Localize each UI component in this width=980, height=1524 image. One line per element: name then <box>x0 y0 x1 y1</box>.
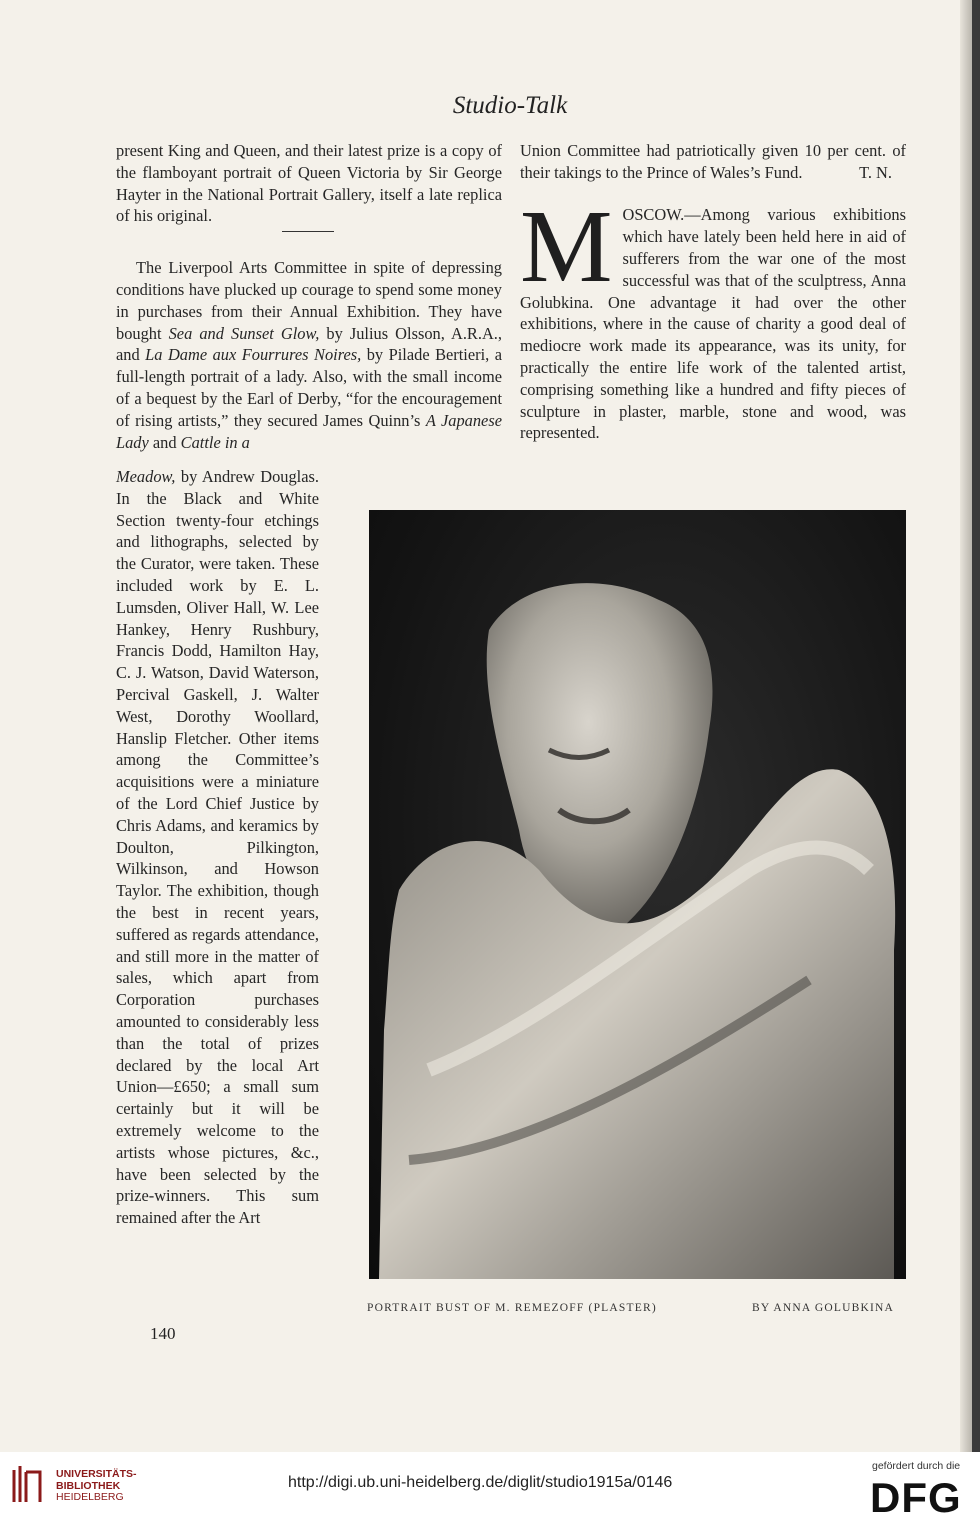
figure-caption: PORTRAIT BUST OF M. REMEZOFF (PLASTER) <box>367 1302 657 1314</box>
page-edge-shadow <box>960 0 972 1452</box>
signature: T. N. <box>859 162 892 182</box>
left-paragraph-2-continued: Meadow, by Andrew Douglas. In the Black and White Section twenty-four etchings and lithographs, selected by the Curator, were taken. These included work by E. L. Lumsden, Oliver Hall, W. Lee Hankey, Henry Rushbury, Francis Dodd, Hamilton Hay, C. J. Watson, David Waterson, Percival Gaskell, J. Walter West, Dorothy Woollard, Hanslip Fletcher. Other items among the Committee’s acquisitions were a miniature of the Lord Chief Justice by Chris Adams, and keramics by Doulton, Pilkington, Wilkinson, and Howson Taylor. The exhibition, though the best in recent years, suffered as regards attendance, and still more in the matter of sales, which apart from Corporation purchases amounted to considerably less than the total of prizes declared by the local Art Union—£650; a small sum certainly but it will be extremely welcome to the artists whose pictures, &c., have been selected by the prize-winners. This sum remained after the Art <box>116 467 319 1228</box>
bust-illustration <box>369 510 906 1279</box>
permalink-url[interactable]: http://digi.ub.uni-heidelberg.de/diglit/studio1915a/0146 <box>288 1474 673 1491</box>
left-paragraph-1: present King and Queen, and their latest prize is a copy of the flamboyant portrait of Queen Victoria by Sir George Hayter in the National Portrait Gallery, itself a late replica of his original. <box>116 141 502 226</box>
right-paragraph-1: Union Committee had patriotically given 10 per cent. of their takings to the Prince of Wales’s Fund. <box>520 141 906 182</box>
page-number: 140 <box>150 1324 176 1343</box>
institution-name: UNIVERSITÄTS- BIBLIOTHEK HEIDELBERG <box>56 1468 137 1503</box>
sculpture-photograph <box>369 510 906 1279</box>
section-rule <box>282 231 334 232</box>
digitization-footer <box>0 1452 980 1524</box>
left-paragraph-2: The Liverpool Arts Committee in spite of depressing conditions have plucked up courage to spend some money in purchases from their Annual Exhibition. They have bought Sea and Sunset Glow, by Julius Olsson, A.R.A., and La Dame aux Fourrures Noires, by Pilade Bertieri, a full-length portrait of a lady. Also, with the small income of a bequest by the Earl of Derby, “for the encouragement of rising artists,” they secured James Quinn’s A Japanese Lady and Cattle in a <box>116 258 503 452</box>
left-column-upper <box>116 140 502 453</box>
figure-credit: BY ANNA GOLUBKINA <box>752 1302 895 1314</box>
moscow-paragraph: MOSCOW.—Among various exhibitions which have lately been held here in aid of sufferers from the war one of the most successful was that of the sculptress, Anna Golubkina. One advantage it had over the other exhibitions, where in the cause of charity a good deal of mediocre work made its appearance, was its unity, for practically the entire life work of the talented artist, comprising something like a hundred and fifty pieces of sculpture in plaster, marble, stone and wood, was represented. <box>520 189 906 443</box>
running-head: Studio-Talk <box>452 92 568 119</box>
left-column-narrow <box>116 466 319 1229</box>
dfg-logo: DFG <box>870 1474 962 1521</box>
funded-by-label: gefördert durch die <box>872 1460 961 1472</box>
university-library-logo-icon <box>10 1462 46 1506</box>
right-column <box>520 140 906 444</box>
dropcap: M <box>520 189 613 305</box>
